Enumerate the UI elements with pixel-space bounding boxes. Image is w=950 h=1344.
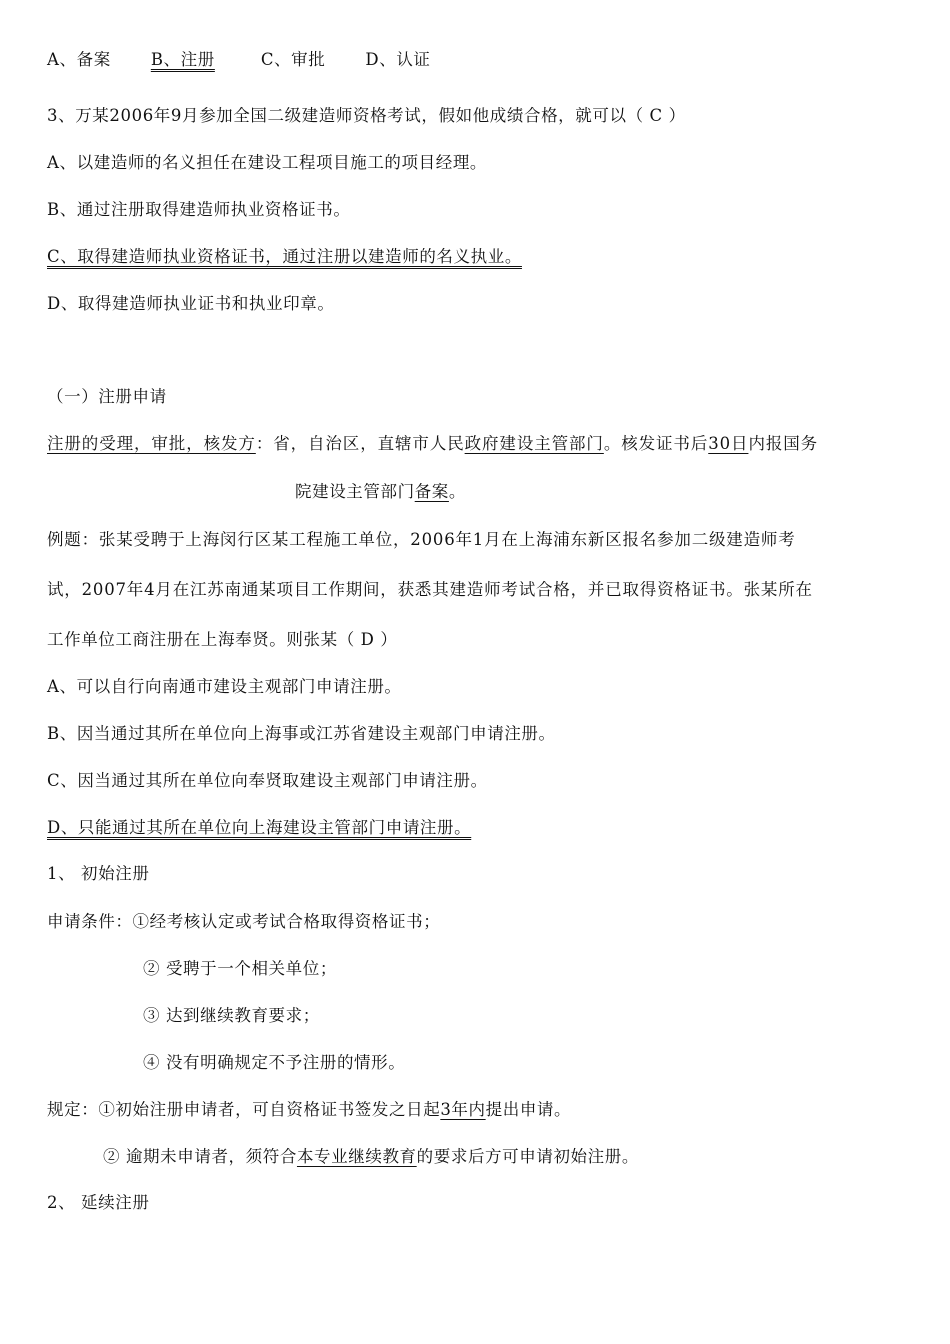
renewal-registration-heading: 2、 延续注册 [47,1193,150,1212]
text-run: ：省，自治区，直辖市人民 [255,434,465,453]
rule-line-1 [47,1099,571,1121]
condition-3: ③ 达到继续教育要求； [143,1006,320,1025]
underlined-phrase: 政府建设主管部门 [464,434,604,453]
condition-1: ①经考核认定或考试合格取得资格证书； [132,912,441,931]
text-run: 的要求后方可申请初始注册。 [416,1147,639,1166]
example-line-1: 例题：张某受聘于上海闵行区某工程施工单位，2006年1月在上海浦东新区报名参加二级建造师考 [47,530,796,549]
text-run: 。核发证书后 [603,434,709,453]
section-heading-registration: （一）注册申请 [47,387,167,406]
question-3-option-a: A、以建造师的名义担任在建设工程项目施工的项目经理。 [47,153,488,172]
registration-paragraph-line-2 [295,481,466,503]
conditions-label: 申请条件： [47,912,133,931]
option-b-answer: B、注册 [150,50,215,69]
example-option-c: C、因当通过其所在单位向奉贤取建设主观部门申请注册。 [47,771,488,790]
example-option-a: A、可以自行向南通市建设主观部门申请注册。 [47,677,402,696]
condition-2: ② 受聘于一个相关单位； [143,959,337,978]
text-run: 提出申请。 [485,1100,572,1119]
text-run: ② 逾期未申请者，须符合 [103,1147,297,1166]
text-run: 内报国务 [748,434,819,453]
underlined-phrase: 本专业继续教育 [296,1147,417,1166]
example-line-2: 试，2007年4月在江苏南通某项目工作期间，获悉其建造师考试合格，并已取得资格证书。张某所在 [47,580,813,599]
rule-line-2 [103,1146,639,1168]
underlined-phrase: 30日 [708,434,749,453]
underlined-phrase: 3年内 [440,1100,486,1119]
question-3-option-d: D、取得建造师执业证书和执业印章。 [47,294,335,313]
initial-registration-heading: 1、 初始注册 [47,864,150,883]
conditions-line-1 [47,911,440,933]
option-a: A、备案 [47,50,111,69]
option-c: C、审批 [260,50,326,69]
underlined-phrase: 注册的受理，审批，核发方 [47,434,256,453]
example-option-b: B、因当通过其所在单位向上海事或江苏省建设主观部门申请注册。 [47,724,556,743]
rule-label: 规定： [47,1100,99,1119]
prev-question-options [47,49,431,71]
question-3-stem: 3、万某2006年9月参加全国二级建造师资格考试，假如他成绩合格，就可以（ C ） [47,106,686,125]
text-run: 。 [448,482,467,501]
answer-text: C、取得建造师执业资格证书，通过注册以建造师的名义执业。 [47,247,522,266]
registration-paragraph-line-1 [47,433,818,455]
underlined-phrase: 备案 [414,482,449,501]
text-run: 院建设主管部门 [295,482,415,501]
question-3-option-b: B、通过注册取得建造师执业资格证书。 [47,200,351,219]
example-option-d-answer [47,817,471,839]
answer-text: D、只能通过其所在单位向上海建设主管部门申请注册。 [47,818,472,837]
question-3-option-c-answer [47,246,522,268]
text-run: ①初始注册申请者，可自资格证书签发之日起 [98,1100,441,1119]
option-d: D、认证 [365,50,431,69]
example-line-3: 工作单位工商注册在上海奉贤。则张某（ D ） [47,630,398,649]
condition-4: ④ 没有明确规定不予注册的情形。 [143,1053,406,1072]
